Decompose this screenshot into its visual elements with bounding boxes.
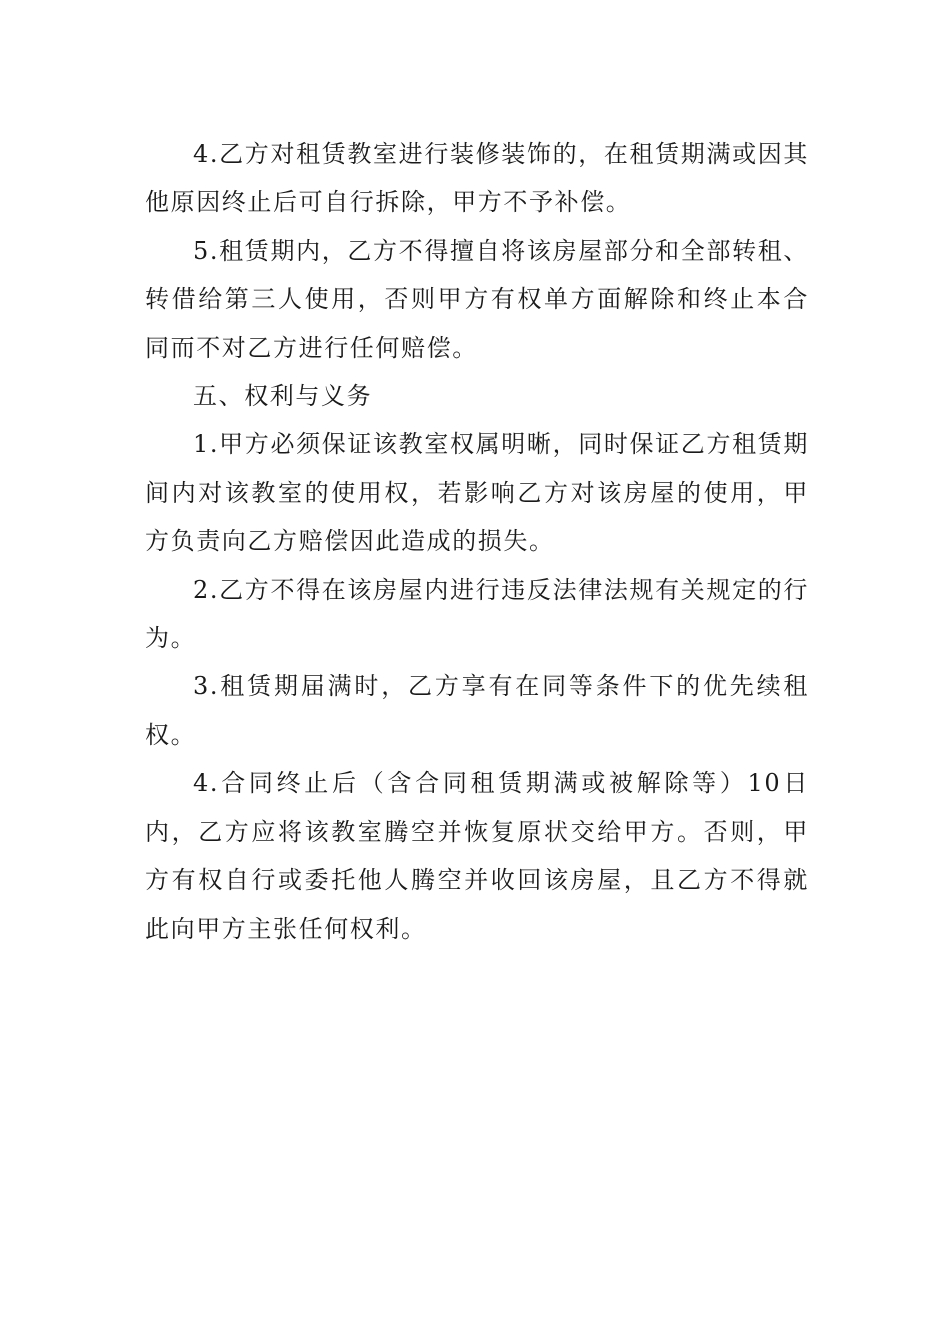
clause-3-renewal-priority: 3.租赁期届满时，乙方享有在同等条件下的优先续租权。	[145, 672, 809, 749]
clause-4-termination-vacate: 4.合同终止后（含合同租赁期满或被解除等）10日内，乙方应将该教室腾空并恢复原状交给甲方。否则，甲方有权自行或委托他人腾空并收回该房屋，且乙方不得就此向甲方主张任何权利。	[145, 769, 809, 943]
clause-2-lawful-use: 2.乙方不得在该房屋内进行违反法律法规有关规定的行为。	[145, 575, 809, 653]
clause-4-renovation: 4.乙方对租赁教室进行装修装饰的，在租赁期满或因其他原因终止后可自行拆除，甲方不予补偿。	[145, 140, 809, 217]
clause-5-sublease: 5.租赁期内，乙方不得擅自将该房屋部分和全部转租、转借给第三人使用，否则甲方有权单方面解除和终止本合同而不对乙方进行任何赔偿。	[145, 236, 809, 362]
document-body	[145, 130, 809, 953]
clause-1-ownership: 1.甲方必须保证该教室权属明晰，同时保证乙方租赁期间内对该教室的使用权，若影响乙方对该房屋的使用，甲方负责向乙方赔偿因此造成的损失。	[145, 430, 809, 556]
section-heading-rights-obligations: 五、权利与义务	[193, 382, 373, 411]
